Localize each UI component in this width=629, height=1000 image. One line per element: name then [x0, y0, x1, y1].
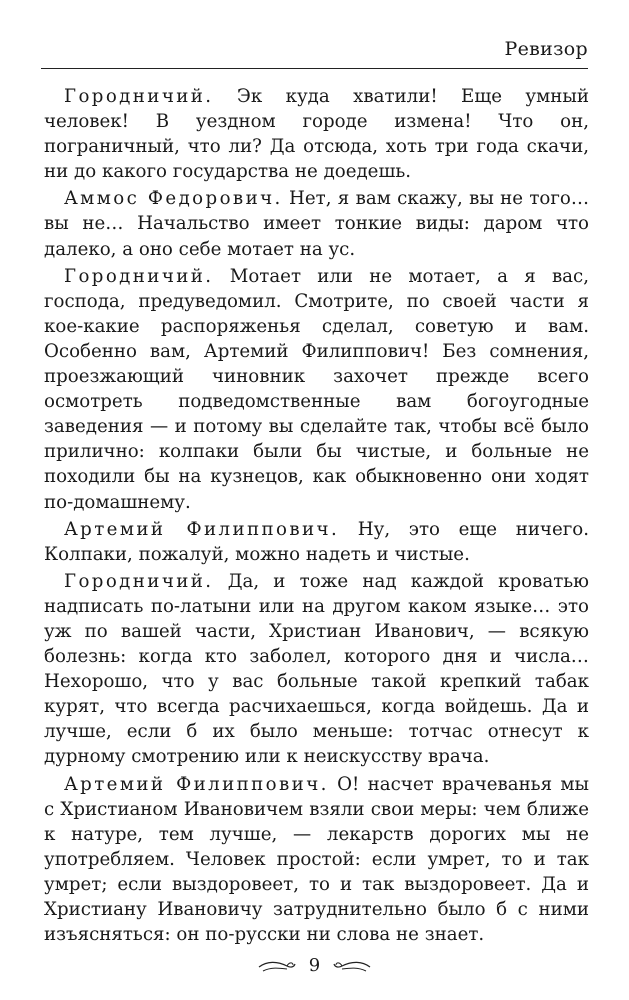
- header-rule: [41, 68, 588, 69]
- speech-text: Эк куда хватили! Еще умный человек! В уездном городе измена! Что он, пограничный, что ли? Да отсюда, хоть три года скачи, ни до какого государства не доедешь.: [44, 86, 589, 183]
- page-footer: [0, 955, 629, 976]
- speaker-name: Городничий.: [64, 265, 214, 287]
- paragraph: [44, 517, 589, 567]
- speaker-name: Городничий.: [64, 570, 214, 592]
- speaker-name: Городничий.: [64, 86, 214, 107]
- body-text: [44, 84, 589, 949]
- flourish-right-icon: [332, 958, 372, 974]
- paragraph: [44, 186, 589, 261]
- page-number: 9: [308, 955, 321, 976]
- running-title: Ревизор: [504, 38, 588, 60]
- speech-text: О! насчет врачеванья мы с Христианом Ивановичем взяли свои меры: чем ближе к натуре, тем лучше, — лекарств дорогих мы не употребляем. Человек простой: если умрет, то и так умрет; если выздоровеет, то и так выздоровеет. Да и Христиану Ивановичу затруднительно было б с ними изъясняться: он по-русски ни слова не знает.: [44, 773, 589, 946]
- speech-text: Да, и тоже над каждой кроватью надписать по-латыни или на другом каком языке… это уж по вашей части, Христиан Иванович, — всякую болезнь: когда кто заболел, которого дня и числа… Нехорошо, что у вас больные такой крепкий табак курят, что всегда расчихаешься, когда войдешь. Да и лучше, если б их было меньше: тотчас отнесут к дурному смотрению или к неискусству врача.: [44, 570, 589, 768]
- paragraph: [44, 84, 589, 184]
- paragraph: [44, 264, 589, 515]
- speech-text: Нет, я вам скажу, вы не того… вы не… Начальство имеет тонкие виды: даром что далеко, а оно себе мотает на ус.: [44, 188, 590, 260]
- paragraph: [44, 569, 589, 770]
- speaker-name: Артемий Филиппович.: [64, 518, 340, 540]
- speech-text: Ну, это еще ничего. Колпаки, пожалуй, можно надеть и чистые.: [44, 518, 589, 565]
- speaker-name: Аммос Федорович.: [64, 188, 283, 210]
- flourish-left-icon: [257, 958, 297, 974]
- speech-text: Мотает или не мотает, а я вас, господа, предуведомил. Смотрите, по своей части я кое-какие распоряженья сделал, советую и вам. Особенно вам, Артемий Филиппович! Без сомнения, проезжающий чиновник захочет прежде всего осмотреть подведомственные вам богоугодные заведения — и потому вы сделайте так, чтобы всё было прилично: колпаки были бы чистые, и больные не походили бы на кузнецов, как обыкновенно они ходят по-домашнему.: [44, 265, 589, 513]
- speaker-name: Артемий Филиппович.: [64, 773, 329, 795]
- paragraph: [44, 772, 589, 948]
